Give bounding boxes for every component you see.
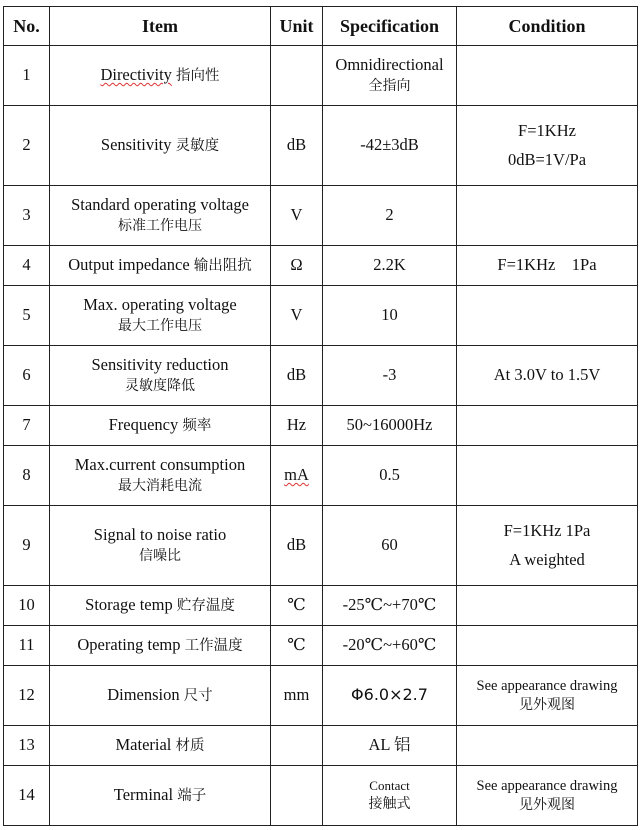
table-row — [4, 246, 638, 286]
table-row — [4, 666, 638, 726]
header-unit: Unit — [271, 7, 323, 46]
row-unit: dB — [271, 346, 323, 406]
condition-line-2: 见外观图 — [519, 696, 575, 713]
condition-line-1: See appearance drawing — [476, 677, 618, 694]
item-en: Standard operating voltage — [71, 195, 249, 215]
table-row — [4, 186, 638, 246]
item-zh: 尺寸 — [183, 688, 213, 705]
condition-line-1: F=1KHz 1Pa — [503, 520, 591, 540]
row-condition — [457, 726, 638, 766]
row-spec: 50~16000Hz — [323, 406, 457, 446]
row-unit: dB — [271, 106, 323, 186]
item-en: Dimension — [107, 685, 180, 705]
row-spec: 2.2K — [323, 246, 457, 286]
condition-line-2: A weighted — [509, 549, 585, 569]
row-condition — [457, 106, 638, 186]
header-row — [4, 7, 638, 46]
row-no: 7 — [4, 406, 50, 446]
header-no: No. — [4, 7, 50, 46]
condition-line-2: 见外观图 — [519, 796, 575, 813]
row-no: 13 — [4, 726, 50, 766]
table-row — [4, 346, 638, 406]
row-item — [50, 626, 271, 666]
row-condition — [457, 186, 638, 246]
row-item — [50, 406, 271, 446]
row-condition: At 3.0V to 1.5V — [457, 346, 638, 406]
item-en: Sensitivity — [100, 135, 172, 155]
row-item — [50, 246, 271, 286]
row-unit: ℃ — [271, 626, 323, 666]
row-condition — [457, 586, 638, 626]
item-zh: 标准工作电压 — [118, 218, 202, 235]
row-unit: dB — [271, 506, 323, 586]
table-row — [4, 106, 638, 186]
item-zh: 端子 — [177, 788, 207, 805]
unit-text: mA — [284, 465, 309, 485]
item-en: Max. operating voltage — [83, 295, 237, 315]
item-zh: 材质 — [175, 738, 205, 755]
row-spec: -42±3dB — [323, 106, 457, 186]
row-no: 5 — [4, 286, 50, 346]
item-en: Directivity — [100, 65, 172, 85]
item-zh: 工作温度 — [184, 638, 243, 655]
row-item — [50, 186, 271, 246]
condition-line-1: F=1KHz — [518, 120, 576, 140]
row-unit: V — [271, 186, 323, 246]
row-spec — [323, 766, 457, 826]
item-zh: 灵敏度 — [175, 138, 220, 155]
spec-line-2: 接触式 — [368, 795, 411, 812]
item-en: Material — [115, 735, 172, 755]
row-condition — [457, 46, 638, 106]
item-zh: 信噪比 — [139, 548, 181, 565]
row-no: 14 — [4, 766, 50, 826]
row-spec — [323, 46, 457, 106]
header-item: Item — [50, 7, 271, 46]
row-condition — [457, 406, 638, 446]
row-no: 6 — [4, 346, 50, 406]
row-unit: V — [271, 286, 323, 346]
row-spec: AL 铝 — [323, 726, 457, 766]
item-zh: 频率 — [182, 418, 212, 435]
item-en: Operating temp — [77, 635, 181, 655]
row-no: 2 — [4, 106, 50, 186]
spec-text: Φ6.0×2.7 — [351, 685, 428, 705]
row-condition — [457, 766, 638, 826]
row-item — [50, 666, 271, 726]
row-item — [50, 106, 271, 186]
spec-line-1: Contact — [369, 777, 410, 793]
row-spec: -20℃~+60℃ — [323, 626, 457, 666]
table-row — [4, 766, 638, 826]
row-item — [50, 346, 271, 406]
table-row — [4, 286, 638, 346]
row-unit — [271, 446, 323, 506]
row-unit — [271, 766, 323, 826]
row-no: 8 — [4, 446, 50, 506]
row-unit — [271, 726, 323, 766]
spec-line-2: 全指向 — [368, 78, 411, 95]
item-en: Signal to noise ratio — [93, 525, 227, 545]
row-item — [50, 506, 271, 586]
table-row — [4, 506, 638, 586]
table-row — [4, 586, 638, 626]
row-no: 11 — [4, 626, 50, 666]
condition-line-1: See appearance drawing — [476, 777, 618, 794]
item-zh: 贮存温度 — [176, 598, 235, 615]
row-unit — [271, 46, 323, 106]
row-condition — [457, 446, 638, 506]
header-condition: Condition — [457, 7, 638, 46]
row-spec: -25℃~+70℃ — [323, 586, 457, 626]
row-unit: ℃ — [271, 586, 323, 626]
row-item — [50, 286, 271, 346]
row-spec: 10 — [323, 286, 457, 346]
item-zh: 输出阻抗 — [193, 258, 252, 275]
table-row — [4, 446, 638, 506]
row-spec: 0.5 — [323, 446, 457, 506]
item-zh: 最大工作电压 — [118, 318, 202, 335]
table-row — [4, 46, 638, 106]
row-unit: Hz — [271, 406, 323, 446]
row-unit: Ω — [271, 246, 323, 286]
item-en: Storage temp — [85, 595, 173, 615]
row-condition — [457, 506, 638, 586]
item-en: Max.current consumption — [74, 455, 246, 475]
row-no: 3 — [4, 186, 50, 246]
row-condition: F=1KHz 1Pa — [457, 246, 638, 286]
item-zh: 灵敏度降低 — [125, 378, 195, 395]
table-row — [4, 626, 638, 666]
row-no: 12 — [4, 666, 50, 726]
row-item — [50, 446, 271, 506]
row-item — [50, 46, 271, 106]
row-item — [50, 766, 271, 826]
row-spec: -3 — [323, 346, 457, 406]
condition-line-2: 0dB=1V/Pa — [507, 149, 587, 169]
item-en: Terminal — [113, 785, 174, 805]
item-en: Sensitivity reduction — [91, 355, 229, 375]
table-row — [4, 406, 638, 446]
row-unit: mm — [271, 666, 323, 726]
row-condition — [457, 666, 638, 726]
row-condition — [457, 286, 638, 346]
row-condition — [457, 626, 638, 666]
item-zh: 最大消耗电流 — [118, 478, 202, 495]
item-en: Output impedance — [68, 255, 190, 275]
item-zh: 指向性 — [176, 68, 220, 85]
table-row — [4, 726, 638, 766]
item-en: Frequency — [108, 415, 179, 435]
row-no: 1 — [4, 46, 50, 106]
row-spec: 60 — [323, 506, 457, 586]
row-no: 9 — [4, 506, 50, 586]
row-item — [50, 586, 271, 626]
row-spec: 2 — [323, 186, 457, 246]
row-item — [50, 726, 271, 766]
specification-table — [3, 6, 638, 826]
row-no: 10 — [4, 586, 50, 626]
row-no: 4 — [4, 246, 50, 286]
row-spec — [323, 666, 457, 726]
header-specification: Specification — [323, 7, 457, 46]
spec-line-1: Omnidirectional — [335, 55, 444, 75]
